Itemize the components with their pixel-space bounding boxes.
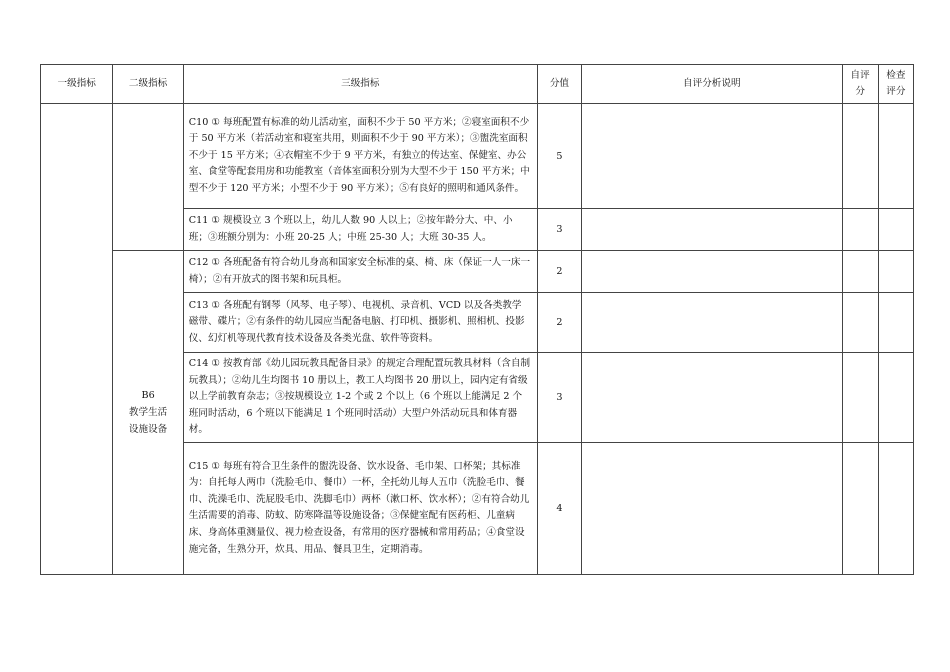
b6-code: B6 xyxy=(141,389,155,401)
self-description-c15[interactable] xyxy=(582,442,842,574)
header-check-score-line1: 检查 xyxy=(886,70,906,81)
self-score-c12[interactable] xyxy=(842,251,878,293)
self-score-c13[interactable] xyxy=(842,293,878,353)
b6-title-line1: 教学生活 xyxy=(128,406,168,418)
score-c12: 2 xyxy=(537,251,581,293)
indicator-c12: C12 ① 各班配备有符合幼儿身高和国家安全标准的桌、椅、床（保证一人一床一椅）；②有开放式的图书架和玩具柜。 xyxy=(183,251,537,293)
score-c15: 4 xyxy=(537,442,581,574)
b6-title-line2: 设施设备 xyxy=(128,423,168,435)
header-level3: 三级指标 xyxy=(183,65,537,104)
table-row-c12 xyxy=(41,251,914,293)
indicator-c14: C14 ① 按教育部《幼儿园玩教具配备目录》的规定合理配置玩教具材料（含自制玩教具）；②幼儿生均图书 10 册以上，教工人均图书 20 册以上，园内定有省级以上学前教育杂志；③按规模设立 1-2 个或 2 个以上（6 个班以上能满足 2 个班同时活动，6 个班以下能满足 1 个班同时活动）大型户外活动玩具和体育器材。 xyxy=(183,353,537,443)
evaluation-table xyxy=(40,64,914,575)
check-score-c10[interactable] xyxy=(878,104,913,209)
self-score-c11[interactable] xyxy=(842,209,878,251)
self-description-c10[interactable] xyxy=(582,104,842,209)
self-score-c14[interactable] xyxy=(842,353,878,443)
score-c11: 3 xyxy=(537,209,581,251)
score-c10: 5 xyxy=(537,104,581,209)
level2-cell-upper xyxy=(113,104,183,251)
level2-cell-b6 xyxy=(113,251,183,575)
header-self-description: 自评分析说明 xyxy=(582,65,842,104)
header-check-score-line2: 评分 xyxy=(886,86,906,97)
self-score-c15[interactable] xyxy=(842,442,878,574)
header-self-score-line2: 分 xyxy=(855,86,865,97)
level1-cell xyxy=(41,104,113,575)
indicator-c10: C10 ① 每班配置有标准的幼儿活动室，面积不少于 50 平方米；②寝室面积不少于 50 平方米（若活动室和寝室共用，则面积不少于 90 平方米）；③盥洗室面积不少于 15 平方米；④衣帽室不少于 9 平方米，有独立的传达室、保健室、办公室、食堂等配套用房和功能教室（音体室面积分别为大型不少于 150 平方米；中型不少于 120 平方米；小型不少于 90 平方米）；⑤有良好的照明和通风条件。 xyxy=(183,104,537,209)
self-description-c11[interactable] xyxy=(582,209,842,251)
table-row-c10 xyxy=(41,104,914,209)
self-score-c10[interactable] xyxy=(842,104,878,209)
self-description-c14[interactable] xyxy=(582,353,842,443)
header-level2: 二级指标 xyxy=(113,65,183,104)
check-score-c13[interactable] xyxy=(878,293,913,353)
self-description-c12[interactable] xyxy=(582,251,842,293)
header-row xyxy=(41,65,914,104)
indicator-c11: C11 ① 规模设立 3 个班以上，幼儿人数 90 人以上；②按年龄分大、中、小班；③班额分别为：小班 20-25 人；中班 25-30 人；大班 30-35 人。 xyxy=(183,209,537,251)
check-score-c11[interactable] xyxy=(878,209,913,251)
check-score-c14[interactable] xyxy=(878,353,913,443)
indicator-c13: C13 ① 各班配有钢琴（风琴、电子琴）、电视机、录音机、VCD 以及各类教学磁带、碟片；②有条件的幼儿园应当配备电脑、打印机、摄影机、照相机、投影仪、幻灯机等现代教育技术设备及各类光盘、软件等资料。 xyxy=(183,293,537,353)
header-level1: 一级指标 xyxy=(41,65,113,104)
check-score-c12[interactable] xyxy=(878,251,913,293)
header-self-score xyxy=(842,65,878,104)
check-score-c15[interactable] xyxy=(878,442,913,574)
self-description-c13[interactable] xyxy=(582,293,842,353)
header-score: 分值 xyxy=(537,65,581,104)
score-c14: 3 xyxy=(537,353,581,443)
score-c13: 2 xyxy=(537,293,581,353)
header-self-score-line1: 自评 xyxy=(850,70,870,81)
header-check-score xyxy=(878,65,913,104)
indicator-c15: C15 ① 每班有符合卫生条件的盥洗设备、饮水设备、毛巾架、口杯架；其标准为：自托每人两巾（洗脸毛巾、餐巾）一杯，全托幼儿每人五巾（洗脸毛巾、餐巾、洗澡毛巾、洗屁股毛巾、洗脚毛巾）两杯（漱口杯、饮水杯）；②有符合幼儿生活需要的消毒、防蚊、防寒降温等设施设备；③保健室配有医药柜、儿童病床、身高体重测量仪、视力检查设备，有常用的医疗器械和常用药品；④食堂设施完备，生熟分开，炊具、用品、餐具卫生，定期消毒。 xyxy=(183,442,537,574)
